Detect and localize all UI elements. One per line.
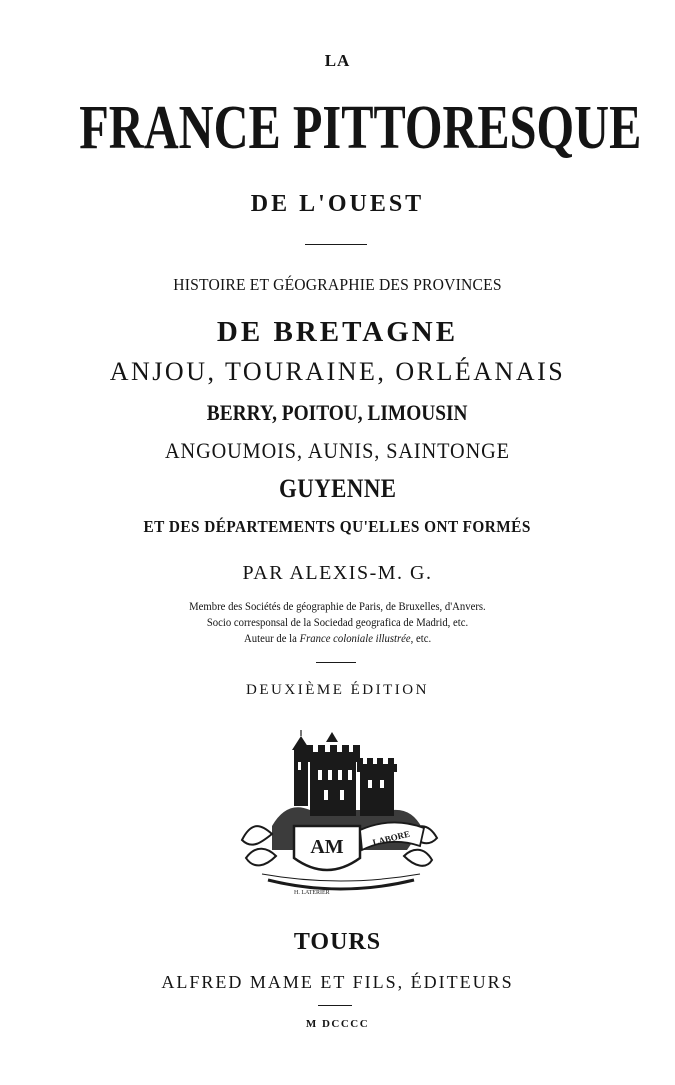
main-title (0, 94, 675, 162)
book-title-italic: France coloniale illustrée (299, 633, 411, 645)
history-line-text: HISTOIRE ET GÉOGRAPHIE DES PROVINCES (173, 275, 502, 294)
pre-title: LA (324, 51, 351, 70)
province-line (0, 402, 675, 424)
history-line (0, 276, 675, 293)
author-credit-text: Membre des Sociétés de géographie de Paris, de Bruxelles, d'Anvers. (189, 601, 486, 613)
divider-rule (316, 662, 356, 663)
province-line (0, 476, 675, 502)
main-title-text: FRANCE PITTORESQUE (79, 94, 642, 162)
publication-city: TOURS (293, 929, 382, 955)
departments-line-text: ET DES DÉPARTEMENTS QU'ELLES ONT FORMÉS (143, 517, 532, 536)
publisher-emblem-castle-icon (232, 730, 447, 900)
emblem-monogram: AM (310, 836, 344, 858)
province-line-text: ANGOUMOIS, AUNIS, SAINTONGE (165, 438, 510, 463)
engraver-signature: H. LATÉRIER (294, 890, 330, 896)
province-line-text: BERRY, POITOU, LIMOUSIN (207, 400, 468, 425)
province-line (0, 440, 675, 462)
province-line: ANJOU, TOURAINE, ORLÉANAIS (109, 357, 566, 386)
author-credit-text: Socio corresponsal de la Sociedad geografica de Madrid, etc. (206, 617, 469, 629)
author-credit-text (244, 634, 431, 646)
edition-line: DEUXIÈME ÉDITION (246, 682, 429, 698)
publisher-line: ALFRED MAME ET FILS, ÉDITEURS (161, 972, 514, 992)
publication-year: M DCCCC (305, 1018, 370, 1030)
departments-line (0, 518, 675, 535)
province-line-text: GUYENNE (278, 474, 397, 503)
subtitle: DE L'OUEST (250, 191, 425, 217)
author-line: PAR ALEXIS-M. G. (242, 562, 433, 584)
credit-suffix: , etc. (410, 633, 432, 645)
author-credit (0, 602, 675, 614)
emblem-motto: LABORE (371, 828, 411, 848)
province-line: DE BRETAGNE (216, 316, 459, 348)
credit-prefix: Auteur de la (243, 633, 300, 645)
author-credit (0, 634, 675, 646)
author-credit (0, 618, 675, 630)
divider-rule (305, 244, 367, 245)
divider-rule (318, 1005, 352, 1006)
